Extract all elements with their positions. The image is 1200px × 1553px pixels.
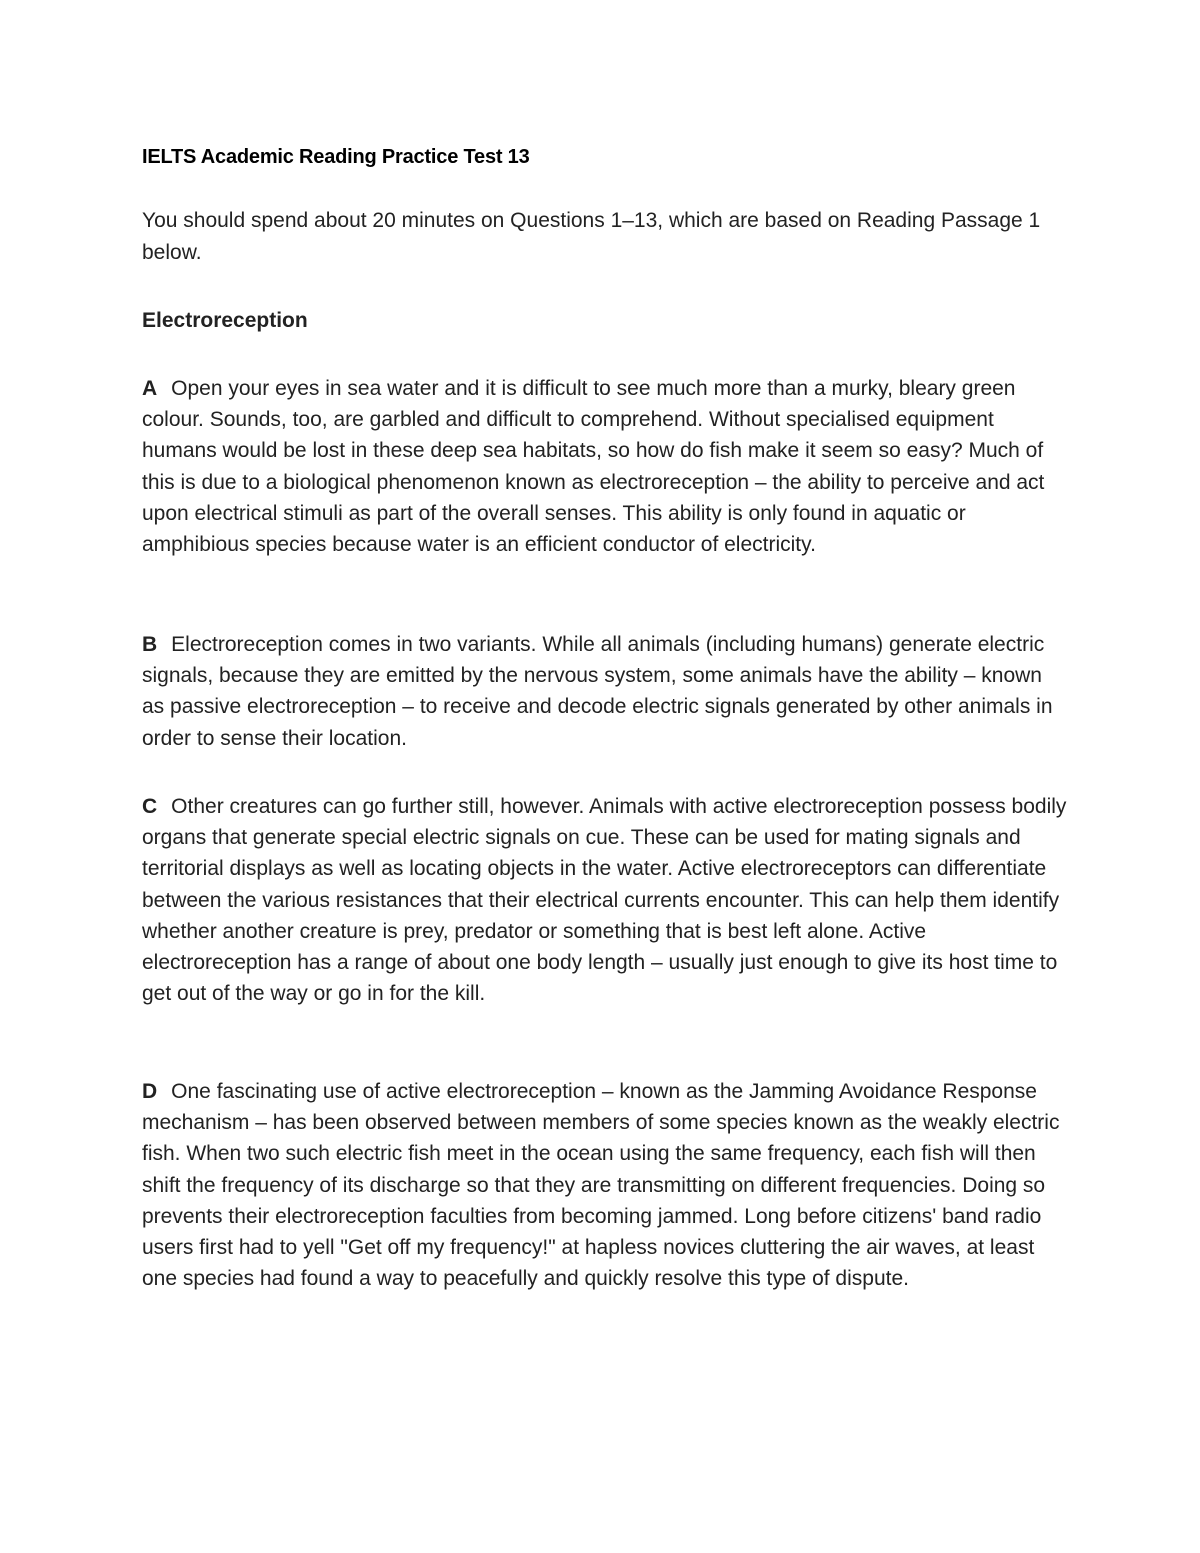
paragraph-text: Other creatures can go further still, however. Animals with active electroreception possess bodily organs that generate special electric signals on cue. These can be used for mating signals and territorial displays as well as locating objects in the water. Active electroreceptors can differentiate between the various resistances that their electrical currents encounter. This can help them identify whether another creature is prey, predator or something that is best left alone. Active electroreception has a range of about one body length – usually just enough to give its host time to get out of the way or go in for the kill. — [142, 795, 1067, 1006]
paragraph-text: One fascinating use of active electroreception – known as the Jamming Avoidance Response mechanism – has been observed between members of some species known as the weakly electric fish. When two such electric fish meet in the ocean using the same frequency, each fish will then shift the frequency of its discharge so that they are transmitting on different frequencies. Doing so prevents their electroreception faculties from becoming jammed. Long before citizens' band radio users first had to yell "Get off my frequency!" at hapless novices cluttering the air waves, at least one species had found a way to peacefully and quickly resolve this type of dispute. — [142, 1080, 1060, 1291]
paragraph-c — [142, 791, 1067, 1009]
paragraph-letter: C — [142, 795, 158, 818]
paragraph-text: Open your eyes in sea water and it is difficult to see much more than a murky, bleary green colour. Sounds, too, are garbled and difficult to comprehend. Without specialised equipment humans would be lost in these deep sea habitats, so how do fish make it seem so easy? Much of this is due to a biological phenomenon known as electroreception – the ability to perceive and act upon electrical stimuli as part of the overall senses. This ability is only found in aquatic or amphibious species because water is an efficient conductor of electricity. — [142, 377, 1045, 557]
passage-title: Electroreception — [142, 309, 308, 332]
paragraph-text: Electroreception comes in two variants. While all animals (including humans) generate electric signals, because they are emitted by the nervous system, some animals have the ability – known as passive electroreception – to receive and decode electric signals generated by other animals in order to sense their location. — [142, 633, 1053, 750]
paragraph-a — [142, 373, 1067, 560]
document-title: IELTS Academic Reading Practice Test 13 — [142, 146, 530, 168]
paragraph-letter: A — [142, 377, 158, 400]
paragraph-letter: B — [142, 633, 158, 656]
instructions-text: You should spend about 20 minutes on Questions 1–13, which are based on Reading Passage 1 below. — [142, 209, 1041, 264]
paragraph-d — [142, 1076, 1067, 1294]
paragraph-b — [142, 629, 1067, 754]
paragraph-letter: D — [142, 1080, 158, 1103]
